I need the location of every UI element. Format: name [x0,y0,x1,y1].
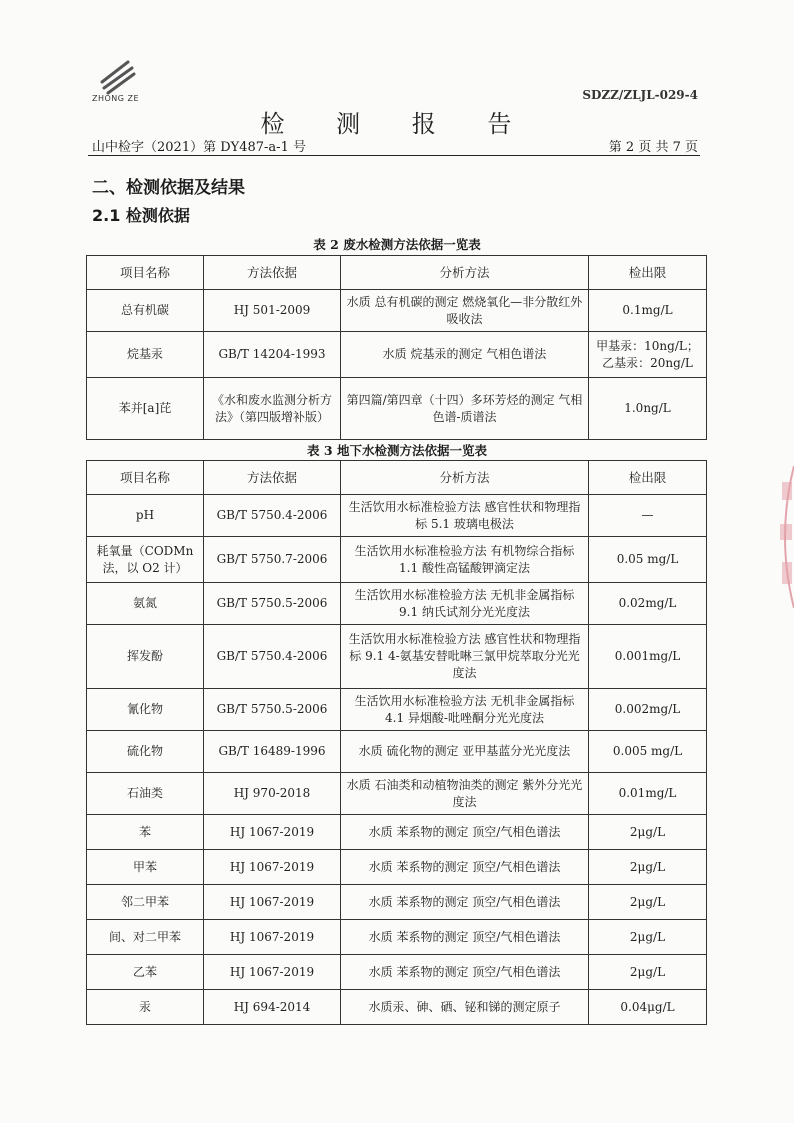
cell-basis: GB/T 14204-1993 [204,332,341,378]
cell-method: 水质 总有机碳的测定 燃烧氧化—非分散红外吸收法 [341,290,589,332]
cell-item: 乙苯 [87,955,204,990]
header-analysis-method: 分析方法 [341,461,589,495]
cell-item: 总有机碳 [87,290,204,332]
table-row [87,990,707,1025]
table-header-row [87,256,707,290]
logo-text: ZHONG ZE [92,94,140,103]
cell-basis: HJ 970-2018 [204,773,341,815]
cell-item: 硫化物 [87,731,204,773]
cell-method: 生活饮用水标准检验方法 有机物综合指标1.1 酸性高锰酸钾滴定法 [341,537,589,583]
cell-method: 生活饮用水标准检验方法 无机非金属指标 9.1 纳氏试剂分光光度法 [341,583,589,625]
cell-item: 氨氮 [87,583,204,625]
cell-basis: GB/T 16489-1996 [204,731,341,773]
table-row [87,625,707,689]
cell-item: 石油类 [87,773,204,815]
cell-method: 生活饮用水标准检验方法 感官性状和物理指标 9.1 4-氨基安替吡啉三氯甲烷萃取分光光度法 [341,625,589,689]
table3-caption: 表 3 地下水检测方法依据一览表 [307,443,487,458]
cell-basis: 《水和废水监测分析方法》（第四版增补版） [204,378,341,440]
page-number: 第 2 页 共 7 页 [608,140,698,155]
table2-caption: 表 2 废水检测方法依据一览表 [313,237,481,252]
cell-basis: GB/T 5750.4-2006 [204,625,341,689]
header-rule [88,155,700,156]
table-row [87,583,707,625]
cell-method: 水质 苯系物的测定 顶空/气相色谱法 [341,885,589,920]
table-row [87,885,707,920]
header-method-basis: 方法依据 [204,256,341,290]
cell-basis: GB/T 5750.5-2006 [204,583,341,625]
cell-limit: — [589,495,707,537]
subsection-heading: 2.1 检测依据 [92,206,190,225]
cell-limit: 2μg/L [589,955,707,990]
cell-limit: 2μg/L [589,850,707,885]
header-method-basis: 方法依据 [204,461,341,495]
cell-limit: 2μg/L [589,920,707,955]
cell-item: 挥发酚 [87,625,204,689]
cell-method: 水质 苯系物的测定 顶空/气相色谱法 [341,850,589,885]
cell-item: 耗氧量（CODMn法，以 O2 计） [87,537,204,583]
header-detection-limit: 检出限 [589,256,707,290]
table-header-row [87,461,707,495]
partial-seal-stamp [772,462,794,612]
groundwater-method-table [86,460,707,1025]
cell-basis: GB/T 5750.4-2006 [204,495,341,537]
table-row [87,850,707,885]
table-row [87,332,707,378]
cell-limit: 0.005 mg/L [589,731,707,773]
cell-basis: HJ 1067-2019 [204,850,341,885]
section-heading: 二、检测依据及结果 [92,178,245,198]
cell-limit: 0.02mg/L [589,583,707,625]
cell-basis: HJ 1067-2019 [204,955,341,990]
header-analysis-method: 分析方法 [341,256,589,290]
header-item-name: 项目名称 [87,461,204,495]
cell-limit: 0.01mg/L [589,773,707,815]
table-row [87,537,707,583]
cell-limit: 0.04μg/L [589,990,707,1025]
cell-basis: HJ 694-2014 [204,990,341,1025]
cell-item: 甲苯 [87,850,204,885]
cell-limit: 0.05 mg/L [589,537,707,583]
cell-item: 氰化物 [87,689,204,731]
table-row [87,495,707,537]
report-reference: 山中检字（2021）第 DY487-a-1 号 [92,140,306,155]
cell-basis: GB/T 5750.7-2006 [204,537,341,583]
report-title: 检 测 报 告 [260,110,534,138]
cell-limit: 甲基汞：10ng/L；乙基汞：20ng/L [589,332,707,378]
table-row [87,815,707,850]
table-row [87,773,707,815]
cell-item: 邻二甲苯 [87,885,204,920]
cell-item: 烷基汞 [87,332,204,378]
cell-basis: HJ 501-2009 [204,290,341,332]
table-row [87,689,707,731]
cell-limit: 0.1mg/L [589,290,707,332]
cell-method: 生活饮用水标准检验方法 无机非金属指标 4.1 异烟酸-吡唑酮分光光度法 [341,689,589,731]
document-code: SDZZ/ZLJL-029-4 [582,88,698,102]
table-row [87,955,707,990]
cell-method: 水质汞、砷、硒、铋和锑的测定原子 [341,990,589,1025]
cell-basis: GB/T 5750.5-2006 [204,689,341,731]
cell-method: 水质 硫化物的测定 亚甲基蓝分光光度法 [341,731,589,773]
cell-method: 水质 苯系物的测定 顶空/气相色谱法 [341,815,589,850]
cell-method: 水质 苯系物的测定 顶空/气相色谱法 [341,920,589,955]
cell-item: 间、对二甲苯 [87,920,204,955]
cell-limit: 0.002mg/L [589,689,707,731]
cell-limit: 2μg/L [589,815,707,850]
cell-item: 汞 [87,990,204,1025]
cell-method: 生活饮用水标准检验方法 感官性状和物理指标 5.1 玻璃电极法 [341,495,589,537]
cell-method: 水质 苯系物的测定 顶空/气相色谱法 [341,955,589,990]
cell-item: 苯 [87,815,204,850]
wastewater-method-table [86,255,707,440]
cell-basis: HJ 1067-2019 [204,815,341,850]
cell-limit: 1.0ng/L [589,378,707,440]
cell-method: 水质 石油类和动植物油类的测定 紫外分光光度法 [341,773,589,815]
cell-method: 水质 烷基汞的测定 气相色谱法 [341,332,589,378]
cell-basis: HJ 1067-2019 [204,920,341,955]
cell-item: 苯并[a]芘 [87,378,204,440]
cell-limit: 0.001mg/L [589,625,707,689]
table-row [87,920,707,955]
header-detection-limit: 检出限 [589,461,707,495]
table-row [87,378,707,440]
cell-method: 第四篇/第四章（十四）多环芳烃的测定 气相色谱-质谱法 [341,378,589,440]
cell-limit: 2μg/L [589,885,707,920]
header-item-name: 项目名称 [87,256,204,290]
cell-item: pH [87,495,204,537]
table-row [87,290,707,332]
cell-basis: HJ 1067-2019 [204,885,341,920]
table-row [87,731,707,773]
